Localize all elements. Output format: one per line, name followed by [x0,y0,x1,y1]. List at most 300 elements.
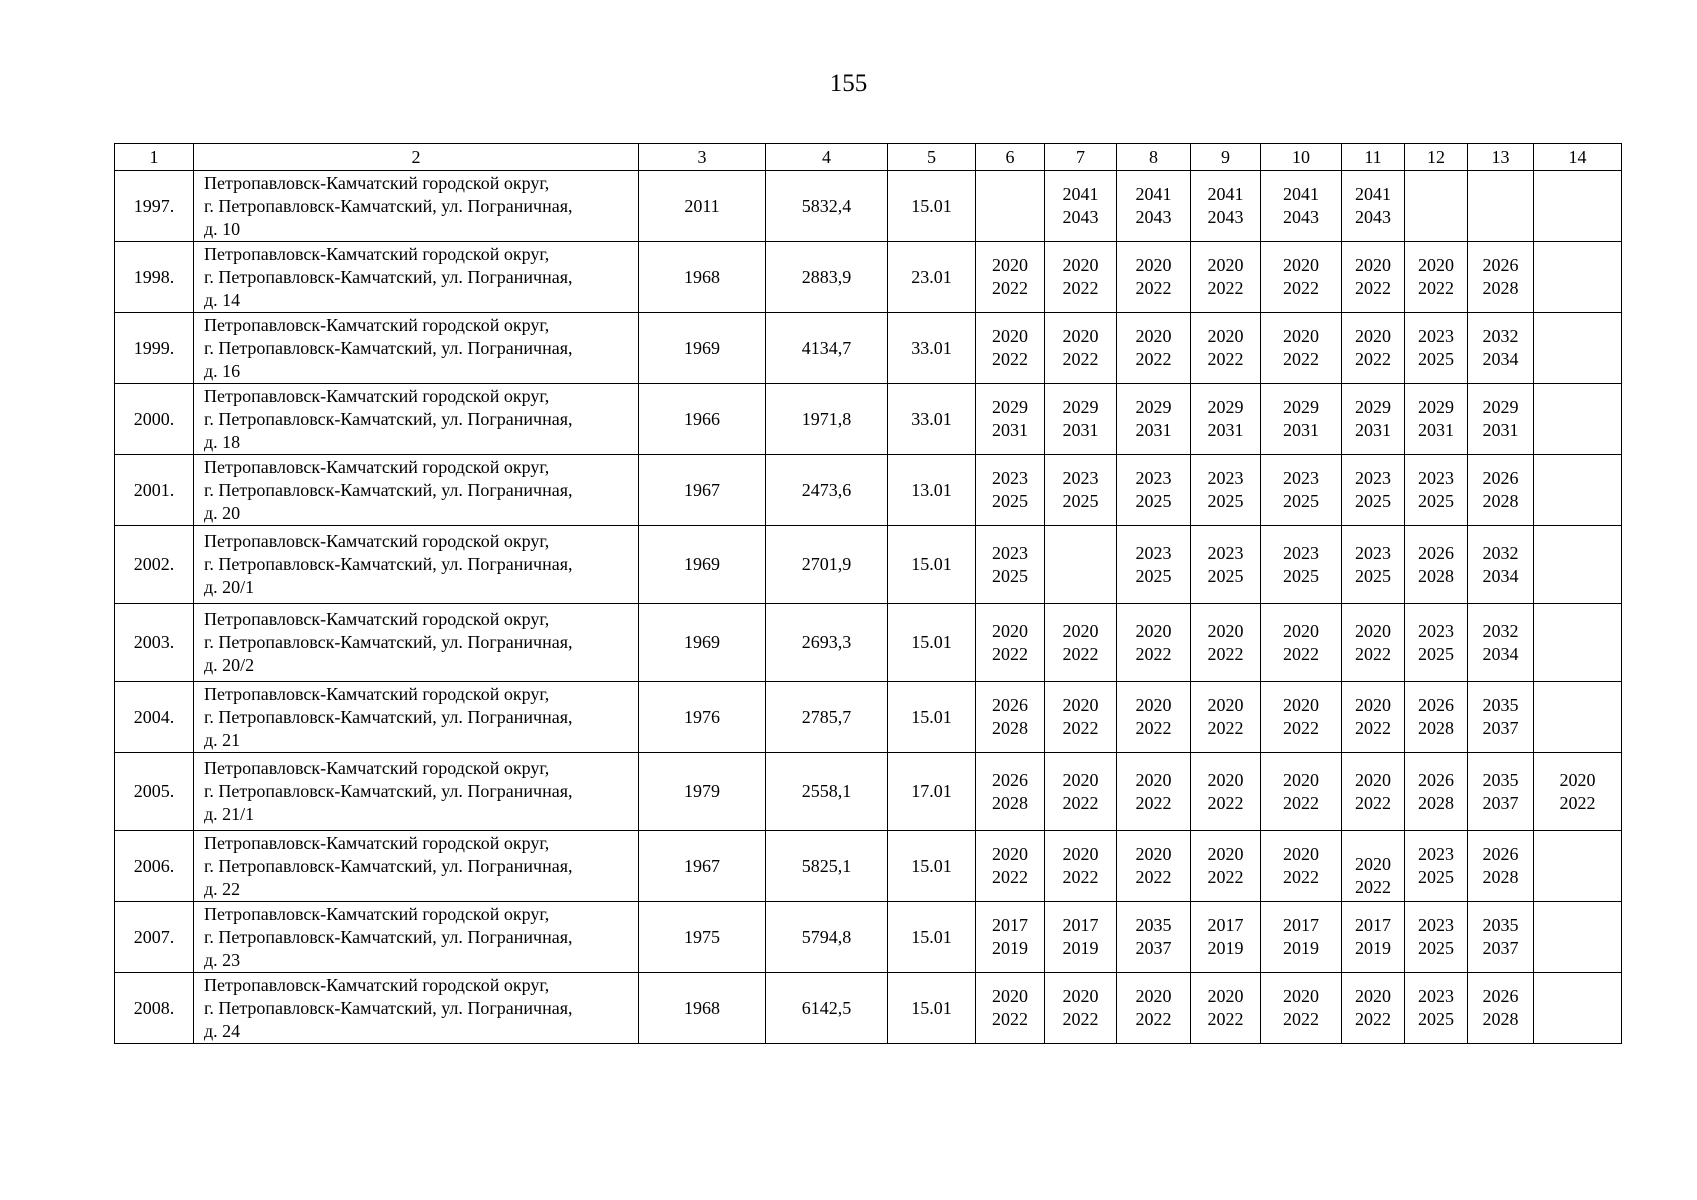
period-cell-col-10 [1261,455,1342,526]
period-start-year: 2026 [1418,542,1454,563]
period-end-year: 2022 [1207,1009,1244,1029]
period-end-year: 2019 [1283,938,1319,958]
period-cell-col-10 [1261,902,1342,973]
period-cell-col-13 [1468,313,1534,384]
period-cell-col-14 [1534,242,1622,313]
build-year-cell: 1967 [639,831,766,902]
period-end-year: 2043 [1135,207,1172,227]
period-end-year: 2031 [1062,420,1099,440]
period-cell-col-7 [1045,682,1117,753]
housing-registry-table [114,143,1622,1044]
period-end-year: 2022 [1135,1009,1172,1029]
period-end-year: 2022 [1207,792,1244,813]
period-cell-col-8 [1117,242,1191,313]
period-cell-col-14 [1534,313,1622,384]
address-cell [194,902,639,973]
table-row [115,384,1622,455]
period-cell-col-7 [1045,313,1117,384]
period-start-year: 2041 [1355,184,1391,204]
period-cell-col-8 [1117,902,1191,973]
build-year-cell: 1967 [639,455,766,526]
period-start-year: 2029 [1062,397,1099,417]
period-start-year: 2020 [1062,844,1099,864]
address-cell [194,831,639,902]
period-cell-col-13 [1468,753,1534,831]
period-cell-col-14 [1534,902,1622,973]
period-end-year: 2022 [992,278,1028,298]
period-start-year: 2020 [1283,986,1319,1006]
address-line: г. Петропавловск-Камчатский, ул. Пограничная, [204,926,573,947]
period-cell-col-7 [1045,171,1117,242]
period-start-year: 2041 [1135,184,1172,204]
period-start-year: 2026 [1418,695,1454,715]
address-line: Петропавловск-Камчатский городской округ, [204,243,550,264]
period-start-year: 2026 [992,769,1028,790]
period-cell-col-6 [976,384,1045,455]
address-cell [194,242,639,313]
period-start-year: 2029 [1207,397,1244,417]
address-line: Петропавловск-Камчатский городской округ, [204,609,550,629]
period-start-year: 2020 [1135,844,1172,864]
period-cell-col-6 [976,973,1045,1044]
table-row [115,831,1622,902]
period-end-year: 2022 [1355,643,1391,664]
period-start-year: 2026 [1482,255,1519,275]
period-end-year: 2022 [1062,792,1099,813]
period-end-year: 2022 [1283,1009,1319,1029]
period-cell-col-9 [1191,753,1261,831]
column-header-7: 7 [1045,144,1117,171]
period-end-year: 2022 [1062,718,1099,738]
period-cell-col-8 [1117,682,1191,753]
build-year-cell: 1969 [639,604,766,682]
table-row [115,753,1622,831]
period-cell-col-12 [1405,384,1468,455]
period-start-year: 2020 [1135,695,1172,715]
area-cell: 4134,7 [766,313,888,384]
code-cell: 15.01 [888,604,976,682]
table-row [115,526,1622,604]
period-end-year: 2028 [1482,491,1519,511]
period-cell-col-14 [1534,831,1622,902]
row-number: 1997. [115,171,194,242]
address-cell [194,313,639,384]
column-header-3: 3 [639,144,766,171]
period-end-year: 2031 [1283,420,1319,440]
period-end-year: 2025 [1418,491,1454,511]
period-end-year: 2022 [992,867,1028,887]
period-start-year: 2023 [1418,986,1454,1006]
row-number: 1998. [115,242,194,313]
period-end-year: 2025 [1062,491,1099,511]
period-end-year: 2025 [1283,565,1319,586]
period-cell-col-8 [1117,384,1191,455]
period-cell-col-7 [1045,973,1117,1044]
period-cell-col-6 [976,526,1045,604]
period-cell-col-9 [1191,831,1261,902]
period-start-year: 2020 [1135,255,1172,275]
period-end-year: 2034 [1482,643,1519,664]
period-start-year: 2020 [1207,620,1244,641]
period-end-year: 2028 [1418,792,1454,813]
period-start-year: 2020 [1418,255,1454,275]
code-cell: 15.01 [888,973,976,1044]
row-number: 2004. [115,682,194,753]
period-end-year: 2025 [992,491,1028,511]
period-cell-col-6 [976,753,1045,831]
period-cell-col-11 [1342,902,1405,973]
period-end-year: 2025 [1355,565,1391,586]
period-end-year: 2043 [1283,207,1319,227]
code-cell: 13.01 [888,455,976,526]
period-start-year: 2020 [1355,854,1391,874]
period-end-year: 2022 [1283,867,1319,887]
period-start-year: 2020 [1062,695,1099,715]
period-end-year: 2031 [1418,420,1454,440]
period-start-year: 2020 [1355,255,1391,275]
row-number: 2002. [115,526,194,604]
address-line: д. 23 [204,949,241,970]
table-row [115,682,1622,753]
period-start-year: 2032 [1482,542,1519,563]
period-cell-col-7 [1045,753,1117,831]
period-cell-col-12 [1405,242,1468,313]
period-end-year: 2022 [1135,278,1172,298]
period-end-year: 2022 [992,643,1028,664]
code-cell: 15.01 [888,902,976,973]
period-start-year: 2020 [1283,695,1319,715]
period-end-year: 2022 [1135,643,1172,664]
period-cell-col-6 [976,242,1045,313]
period-start-year: 2023 [1355,542,1391,563]
period-end-year: 2022 [1355,877,1391,897]
period-end-year: 2028 [992,718,1028,738]
period-end-year: 2019 [1062,938,1099,958]
period-start-year: 2017 [1062,915,1099,935]
period-start-year: 2041 [1283,184,1319,204]
period-start-year: 2020 [992,986,1028,1006]
period-end-year: 2037 [1482,792,1519,813]
area-cell: 5832,4 [766,171,888,242]
address-line: д. 18 [204,431,241,452]
period-cell-col-13 [1468,604,1534,682]
period-start-year: 2020 [1355,326,1391,346]
period-start-year: 2020 [1062,620,1099,641]
period-end-year: 2022 [1355,349,1391,369]
period-cell-col-11 [1342,313,1405,384]
period-cell-col-9 [1191,384,1261,455]
period-cell-col-11 [1342,242,1405,313]
address-line: д. 20 [204,502,241,523]
column-header-1: 1 [115,144,194,171]
period-end-year: 2022 [1283,643,1319,664]
period-end-year: 2022 [1135,867,1172,887]
period-start-year: 2035 [1482,769,1519,790]
period-start-year: 2020 [1135,326,1172,346]
period-start-year: 2020 [1062,986,1099,1006]
period-cell-col-13 [1468,242,1534,313]
address-line: г. Петропавловск-Камчатский, ул. Пограничная, [204,997,573,1018]
column-header-5: 5 [888,144,976,171]
address-cell [194,171,639,242]
period-cell-col-14 [1534,455,1622,526]
period-cell-col-7 [1045,455,1117,526]
address-line: д. 14 [204,289,241,310]
period-start-year: 2023 [1283,468,1319,488]
period-start-year: 2020 [1062,255,1099,275]
period-end-year: 2031 [1207,420,1244,440]
address-line: Петропавловск-Камчатский городской округ, [204,832,550,853]
period-cell-col-14 [1534,682,1622,753]
period-cell-col-12 [1405,902,1468,973]
period-end-year: 2034 [1482,349,1519,369]
period-end-year: 2019 [1207,938,1244,958]
period-start-year: 2020 [1135,986,1172,1006]
period-start-year: 2026 [1418,769,1454,790]
period-cell-col-9 [1191,455,1261,526]
period-end-year: 2022 [1135,792,1172,813]
period-end-year: 2025 [1418,938,1454,958]
period-cell-col-10 [1261,973,1342,1044]
period-cell-col-11 [1342,604,1405,682]
build-year-cell: 1975 [639,902,766,973]
period-start-year: 2020 [1283,326,1319,346]
period-end-year: 2022 [1062,867,1099,887]
row-number: 1999. [115,313,194,384]
period-end-year: 2028 [1482,1009,1519,1029]
period-end-year: 2043 [1062,207,1099,227]
code-cell: 15.01 [888,171,976,242]
area-cell: 5794,8 [766,902,888,973]
period-end-year: 2022 [1207,718,1244,738]
period-start-year: 2017 [992,915,1028,935]
column-header-10: 10 [1261,144,1342,171]
period-start-year: 2026 [992,695,1028,715]
code-cell: 15.01 [888,831,976,902]
period-cell-col-12 [1405,682,1468,753]
address-line: д. 22 [204,878,241,899]
period-cell-col-12 [1405,313,1468,384]
column-header-2: 2 [194,144,639,171]
address-line: Петропавловск-Камчатский городской округ, [204,683,550,704]
address-line: Петропавловск-Камчатский городской округ, [204,385,550,406]
period-cell-col-13 [1468,682,1534,753]
period-start-year: 2020 [1207,769,1244,790]
period-start-year: 2023 [1418,844,1454,864]
row-number: 2007. [115,902,194,973]
period-end-year: 2025 [1418,1009,1454,1029]
address-line: г. Петропавловск-Камчатский, ул. Пограничная, [204,266,573,287]
period-cell-col-8 [1117,973,1191,1044]
period-end-year: 2022 [1559,792,1596,813]
period-start-year: 2026 [1482,986,1519,1006]
period-start-year: 2023 [1418,326,1454,346]
period-start-year: 2023 [1135,542,1172,563]
address-line: Петропавловск-Камчатский городской округ, [204,974,550,995]
period-end-year: 2022 [1062,278,1099,298]
period-end-year: 2022 [1355,278,1391,298]
period-start-year: 2029 [992,397,1028,417]
period-cell-col-10 [1261,384,1342,455]
period-start-year: 2023 [992,542,1028,563]
period-cell-col-13 [1468,171,1534,242]
period-end-year: 2022 [1062,643,1099,664]
row-number: 2001. [115,455,194,526]
period-end-year: 2043 [1355,207,1391,227]
period-start-year: 2020 [1283,620,1319,641]
address-line: г. Петропавловск-Камчатский, ул. Пограничная, [204,195,573,216]
period-cell-col-12 [1405,604,1468,682]
address-cell [194,455,639,526]
period-start-year: 2023 [1418,915,1454,935]
period-cell-col-8 [1117,455,1191,526]
period-start-year: 2029 [1355,397,1391,417]
period-cell-col-9 [1191,604,1261,682]
address-line: г. Петропавловск-Камчатский, ул. Пограничная, [204,632,573,652]
period-end-year: 2028 [1482,867,1519,887]
area-cell: 2785,7 [766,682,888,753]
period-end-year: 2022 [1355,792,1391,813]
period-end-year: 2022 [992,349,1028,369]
period-end-year: 2022 [1283,718,1319,738]
period-cell-col-12 [1405,973,1468,1044]
period-end-year: 2028 [1482,278,1519,298]
period-start-year: 2023 [1207,468,1244,488]
period-end-year: 2022 [1283,792,1319,813]
table-row [115,242,1622,313]
period-cell-col-14 [1534,526,1622,604]
row-number: 2006. [115,831,194,902]
period-end-year: 2022 [1207,278,1244,298]
address-line: д. 10 [204,218,241,239]
address-line: г. Петропавловск-Камчатский, ул. Пограничная, [204,408,573,429]
period-start-year: 2020 [1207,986,1244,1006]
build-year-cell: 1979 [639,753,766,831]
period-end-year: 2019 [992,938,1028,958]
period-cell-col-10 [1261,171,1342,242]
address-line: д. 20/2 [204,655,255,675]
period-start-year: 2017 [1207,915,1244,935]
code-cell: 15.01 [888,526,976,604]
period-cell-col-7 [1045,902,1117,973]
address-line: Петропавловск-Камчатский городской округ, [204,172,550,193]
period-cell-col-8 [1117,313,1191,384]
period-cell-col-13 [1468,384,1534,455]
row-number: 2003. [115,604,194,682]
period-end-year: 2025 [1355,491,1391,511]
period-start-year: 2020 [1207,255,1244,275]
period-end-year: 2022 [1283,349,1319,369]
period-end-year: 2022 [1062,349,1099,369]
area-cell: 1971,8 [766,384,888,455]
period-start-year: 2023 [1062,468,1099,488]
period-end-year: 2031 [1355,420,1391,440]
table-row [115,973,1622,1044]
period-end-year: 2031 [992,420,1028,440]
period-cell-col-10 [1261,526,1342,604]
code-cell: 15.01 [888,682,976,753]
column-header-8: 8 [1117,144,1191,171]
period-cell-col-12 [1405,753,1468,831]
address-line: д. 24 [204,1020,241,1041]
period-cell-col-9 [1191,902,1261,973]
period-start-year: 2023 [1283,542,1319,563]
code-cell: 33.01 [888,384,976,455]
column-header-12: 12 [1405,144,1468,171]
address-cell [194,682,639,753]
period-start-year: 2035 [1482,915,1519,935]
build-year-cell: 1968 [639,973,766,1044]
period-end-year: 2025 [992,565,1028,586]
period-start-year: 2023 [1418,468,1454,488]
period-end-year: 2022 [1207,867,1244,887]
build-year-cell: 2011 [639,171,766,242]
period-end-year: 2025 [1207,565,1244,586]
period-end-year: 2022 [1207,349,1244,369]
area-cell: 2693,3 [766,604,888,682]
column-header-4: 4 [766,144,888,171]
address-line: Петропавловск-Камчатский городской округ, [204,456,550,477]
period-end-year: 2043 [1207,207,1244,227]
build-year-cell: 1976 [639,682,766,753]
period-end-year: 2022 [1135,349,1172,369]
area-cell: 2883,9 [766,242,888,313]
period-cell-col-8 [1117,526,1191,604]
period-end-year: 2022 [1418,278,1454,298]
period-end-year: 2022 [1207,643,1244,664]
area-cell: 5825,1 [766,831,888,902]
address-cell [194,753,639,831]
period-cell-col-10 [1261,753,1342,831]
period-cell-col-9 [1191,973,1261,1044]
period-start-year: 2026 [1482,468,1519,488]
period-end-year: 2022 [1355,718,1391,738]
period-cell-col-8 [1117,604,1191,682]
column-header-9: 9 [1191,144,1261,171]
period-start-year: 2023 [1418,620,1454,641]
column-header-14: 14 [1534,144,1622,171]
period-cell-col-9 [1191,242,1261,313]
period-cell-col-9 [1191,171,1261,242]
address-line: г. Петропавловск-Камчатский, ул. Пограничная, [204,479,573,500]
period-cell-col-14 [1534,384,1622,455]
build-year-cell: 1966 [639,384,766,455]
period-end-year: 2022 [1062,1009,1099,1029]
column-header-11: 11 [1342,144,1405,171]
period-cell-col-6 [976,902,1045,973]
address-cell [194,604,639,682]
period-start-year: 2020 [1207,695,1244,715]
period-end-year: 2028 [1418,718,1454,738]
table-row [115,604,1622,682]
period-start-year: 2032 [1482,326,1519,346]
period-end-year: 2037 [1482,718,1519,738]
period-cell-col-6 [976,604,1045,682]
address-line: Петропавловск-Камчатский городской округ, [204,531,550,551]
period-start-year: 2029 [1418,397,1454,417]
table-row [115,171,1622,242]
period-cell-col-6 [976,455,1045,526]
period-cell-col-11 [1342,526,1405,604]
period-start-year: 2020 [1207,844,1244,864]
period-start-year: 2020 [992,620,1028,641]
period-cell-col-13 [1468,455,1534,526]
period-end-year: 2028 [1418,565,1454,586]
period-end-year: 2034 [1482,565,1519,586]
period-cell-col-6 [976,831,1045,902]
period-cell-col-10 [1261,831,1342,902]
period-cell-col-13 [1468,831,1534,902]
